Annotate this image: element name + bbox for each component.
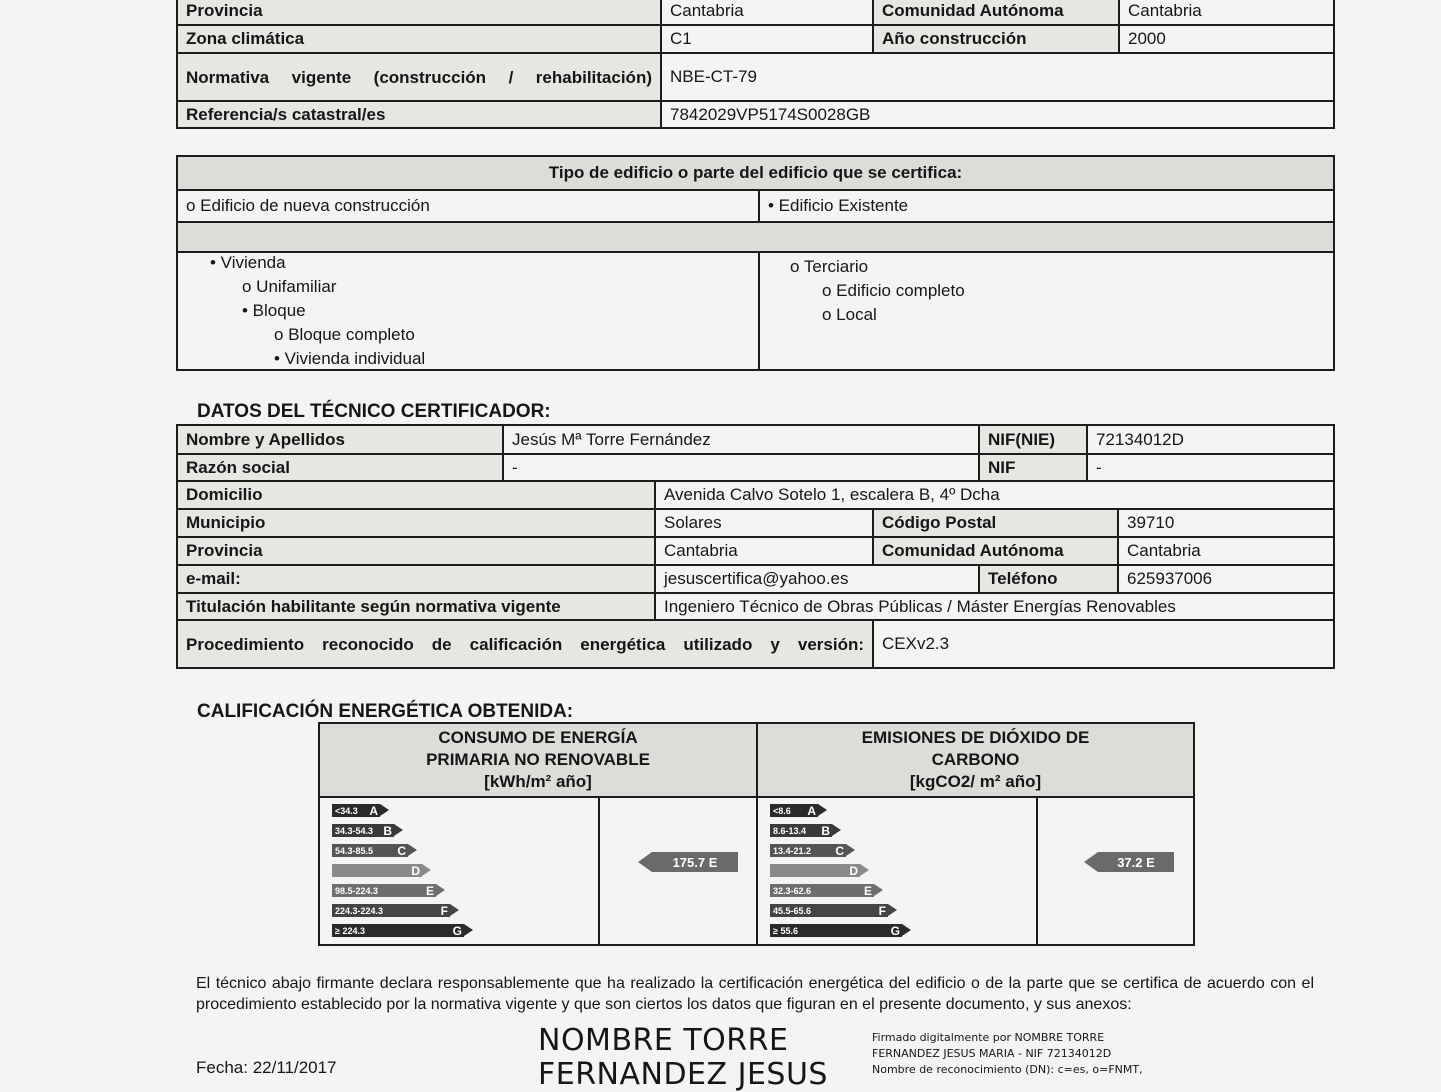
consumo-scale-cell [320, 798, 598, 944]
emisiones-scale-range-c: 13.4-21.2 [773, 845, 812, 856]
firma-digital-line3: Nombre de reconocimiento (DN): c=es, o=FNMT, [872, 1063, 1143, 1076]
building-data-table [176, 0, 1335, 129]
normativa-label-text: Normativa vigente (construcción / rehabilitación) [186, 67, 652, 87]
vivienda-item: • Vivienda [210, 253, 286, 272]
edificio-completo-item: o Edificio completo [822, 281, 965, 300]
consumo-scale-range-a: <34.3 [335, 805, 358, 816]
emisiones-scale-letter-g: G [890, 923, 900, 938]
consumo-scale-bar-d [332, 864, 422, 877]
telefono-label: Teléfono [978, 566, 1117, 592]
terciario-column [758, 253, 1333, 369]
consumo-scale-tip-c [408, 844, 417, 856]
row-provincia [178, 0, 1333, 24]
row-normativa [178, 52, 1333, 100]
consumo-scale-bar-a [332, 804, 380, 817]
emisiones-scale-bar-g [770, 924, 902, 937]
referencia-value: 7842029VP5174S0028GB [660, 102, 1333, 127]
row-procedimiento [178, 619, 1333, 667]
emisiones-scale-bar-f [770, 904, 888, 917]
nif-value: - [1086, 455, 1333, 480]
titulacion-value: Ingeniero Técnico de Obras Públicas / Máster Energías Renovables [654, 594, 1333, 619]
email-value[interactable]: jesuscertifica@yahoo.es [654, 566, 978, 592]
provincia-value: Cantabria [660, 0, 872, 24]
provincia-tecnico-value: Cantabria [654, 538, 872, 564]
tecnico-table [176, 424, 1335, 669]
procedimiento-label [178, 621, 872, 667]
zona-value: C1 [660, 26, 872, 52]
row-domicilio [178, 480, 1333, 508]
firma-nombre-line2: FERNANDEZ JESUS [538, 1057, 828, 1092]
consumo-scale-bar-g [332, 924, 464, 937]
municipio-value: Solares [654, 510, 872, 536]
comunidad-value: Cantabria [1118, 0, 1333, 24]
bloque-item: • Bloque [242, 301, 306, 320]
provincia-label: Provincia [178, 0, 660, 24]
consumo-scale-range-e: 98.5-224.3 [335, 885, 379, 896]
consumo-header-line3: [kWh/m² año] [484, 772, 592, 791]
unifamiliar-item: o Unifamiliar [242, 277, 337, 296]
nif-nie-label: NIF(NIE) [978, 426, 1086, 453]
row-razon [178, 453, 1333, 480]
emisiones-scale-tip-e [874, 884, 883, 896]
emisiones-rating-cell [1036, 798, 1193, 944]
firma-nombre [538, 1024, 828, 1092]
row-referencia [178, 100, 1333, 127]
emisiones-scale-tip-f [888, 904, 897, 916]
consumo-scale-tip-b [394, 824, 403, 836]
normativa-label [178, 54, 660, 100]
emisiones-header-line3: [kgCO2/ m² año] [909, 772, 1042, 791]
row-provincia-tecnico [178, 536, 1333, 564]
emisiones-scale-bar-b [770, 824, 832, 837]
consumo-scale-bar-b [332, 824, 394, 837]
firma-digital-line1: Firmado digitalmente por NOMBRE TORRE [872, 1031, 1105, 1044]
emisiones-scale-letter-f: F [878, 903, 886, 918]
nombre-label: Nombre y Apellidos [178, 426, 502, 453]
row-nombre [178, 426, 1333, 453]
consumo-scale-range-f: 224.3-224.3 [335, 905, 384, 916]
consumo-header-line1: CONSUMO DE ENERGÍA [438, 728, 638, 747]
emisiones-scale-letter-d: D [849, 863, 858, 878]
building-type-title-row [178, 157, 1333, 189]
titulacion-label: Titulación habilitante según normativa vigente [178, 594, 654, 619]
consumo-scale-bar-c [332, 844, 408, 857]
consumo-header-line2: PRIMARIA NO RENOVABLE [426, 750, 650, 769]
comunidad-tecnico-value: Cantabria [1117, 538, 1333, 564]
building-use-row [178, 251, 1333, 369]
consumo-scale-tip-e [436, 884, 445, 896]
local-item: o Local [822, 305, 877, 324]
anio-label: Año construcción [872, 26, 1118, 52]
consumo-scale-bar-f [332, 904, 450, 917]
emisiones-scale-letter-a: A [807, 803, 816, 818]
firma-digital [872, 1030, 1143, 1078]
tecnico-section-title: DATOS DEL TÉCNICO CERTIFICADOR: [197, 401, 551, 422]
shaded-separator-row [178, 221, 1333, 251]
building-type-table [176, 155, 1335, 371]
emisiones-scale-range-f: 45.5-65.6 [773, 905, 812, 916]
emisiones-scale-tip-g [902, 924, 911, 936]
consumo-scale-bar-e [332, 884, 436, 897]
consumo-scale-range-b: 34.3-54.3 [335, 825, 374, 836]
emisiones-scale-range-a: <8.6 [773, 805, 791, 816]
emisiones-scale-tip-d [860, 864, 869, 876]
provincia-tecnico-label: Provincia [178, 538, 654, 564]
vivienda-individual-item: • Vivienda individual [274, 349, 426, 368]
bloque-completo-item: o Bloque completo [274, 325, 415, 344]
emisiones-scale-range-e: 32.3-62.6 [773, 885, 812, 896]
consumo-scale-letter-e: E [425, 883, 434, 898]
anio-value: 2000 [1118, 26, 1333, 52]
emisiones-scale-tip-a [818, 804, 827, 816]
calificacion-section-title: CALIFICACIÓN ENERGÉTICA OBTENIDA: [197, 701, 574, 722]
emisiones-scale-bar-c [770, 844, 846, 857]
calificacion-header-row [320, 724, 1193, 796]
cp-label: Código Postal [872, 510, 1117, 536]
consumo-scale-letter-a: A [369, 803, 378, 818]
consumo-scale-letter-b: B [383, 823, 392, 838]
emisiones-header-line2: CARBONO [931, 750, 1020, 769]
emisiones-scale-letter-b: B [821, 823, 830, 838]
row-email [178, 564, 1333, 592]
consumo-scale-letter-d: D [411, 863, 420, 878]
emisiones-scale-range-b: 8.6-13.4 [773, 825, 807, 836]
building-age-row [178, 189, 1333, 221]
firma-nombre-line1: NOMBRE TORRE [538, 1023, 789, 1058]
zona-label: Zona climática [178, 26, 660, 52]
razon-label: Razón social [178, 455, 502, 480]
calificacion-table [318, 722, 1195, 946]
procedimiento-label-text: Procedimiento reconocido de calificación energética utilizado y versión: [186, 634, 864, 654]
row-zona [178, 24, 1333, 52]
emisiones-header-line1: EMISIONES DE DIÓXIDO DE [861, 728, 1090, 747]
declaration-text: El técnico abajo firmante declara responsablemente que ha realizado la certificación energética del edificio o de la parte que se certifica de acuerdo con el procedimiento establecido por la normativa vigente y que son ciertos los datos que figuran en el presente documento, y sus anexos: [196, 975, 1314, 1013]
consumo-scale-letter-f: F [440, 903, 448, 918]
consumo-scale-tip-d [422, 864, 431, 876]
emisiones-scale-letter-c: C [835, 843, 844, 858]
emisiones-scale-bar-d [770, 864, 860, 877]
emisiones-scale-letter-e: E [863, 883, 872, 898]
comunidad-label: Comunidad Autónoma [872, 0, 1118, 24]
emisiones-scale-tip-c [846, 844, 855, 856]
row-municipio [178, 508, 1333, 536]
emisiones-scale-range-g: ≥ 55.6 [773, 925, 798, 936]
calificacion-body-row [320, 796, 1193, 944]
consumo-scale-tip-a [380, 804, 389, 816]
consumo-scale-tip-g [464, 924, 473, 936]
email-label: e-mail: [178, 566, 654, 592]
emisiones-header [756, 724, 1193, 796]
consumo-scale [332, 804, 582, 944]
domicilio-label: Domicilio [178, 482, 654, 508]
consumo-scale-tip-f [450, 904, 459, 916]
comunidad-tecnico-label: Comunidad Autónoma [872, 538, 1117, 564]
nueva-construccion-option: o Edificio de nueva construcción [186, 196, 430, 215]
domicilio-value: Avenida Calvo Sotelo 1, escalera B, 4º Dcha [654, 482, 1333, 508]
vivienda-column [178, 253, 758, 369]
nif-label: NIF [978, 455, 1086, 480]
referencia-label: Referencia/s catastral/es [178, 102, 660, 127]
emisiones-rating-arrow: 37.2 E [1098, 852, 1174, 872]
cp-value: 39710 [1117, 510, 1333, 536]
razon-value: - [502, 455, 978, 480]
emisiones-scale [770, 804, 1020, 944]
procedimiento-value: CEXv2.3 [872, 621, 1333, 667]
firma-digital-line2: FERNANDEZ JESUS MARIA - NIF 72134012D [872, 1047, 1112, 1060]
consumo-scale-letter-c: C [397, 843, 406, 858]
consumo-rating-cell [598, 798, 756, 944]
consumo-header [320, 724, 756, 796]
normativa-value: NBE-CT-79 [660, 54, 1333, 100]
building-type-title: Tipo de edificio o parte del edificio que se certifica: [548, 163, 963, 182]
emisiones-scale-bar-a [770, 804, 818, 817]
emisiones-scale-bar-e [770, 884, 874, 897]
vivienda-list [210, 251, 425, 371]
nif-nie-value: 72134012D [1086, 426, 1333, 453]
terciario-list [790, 255, 965, 327]
consumo-scale-letter-g: G [452, 923, 462, 938]
consumo-scale-range-c: 54.3-85.5 [335, 845, 374, 856]
fecha: Fecha: 22/11/2017 [196, 1058, 337, 1077]
terciario-item: o Terciario [790, 257, 869, 276]
consumo-rating-arrow: 175.7 E [652, 852, 738, 872]
emisiones-scale-cell [756, 798, 1036, 944]
consumo-scale-range-g: ≥ 224.3 [335, 925, 365, 936]
edificio-existente-option: • Edificio Existente [758, 191, 1333, 221]
emisiones-scale-tip-b [832, 824, 841, 836]
nombre-value: Jesús Mª Torre Fernández [502, 426, 978, 453]
row-titulacion [178, 592, 1333, 619]
telefono-value: 625937006 [1117, 566, 1333, 592]
municipio-label: Municipio [178, 510, 654, 536]
